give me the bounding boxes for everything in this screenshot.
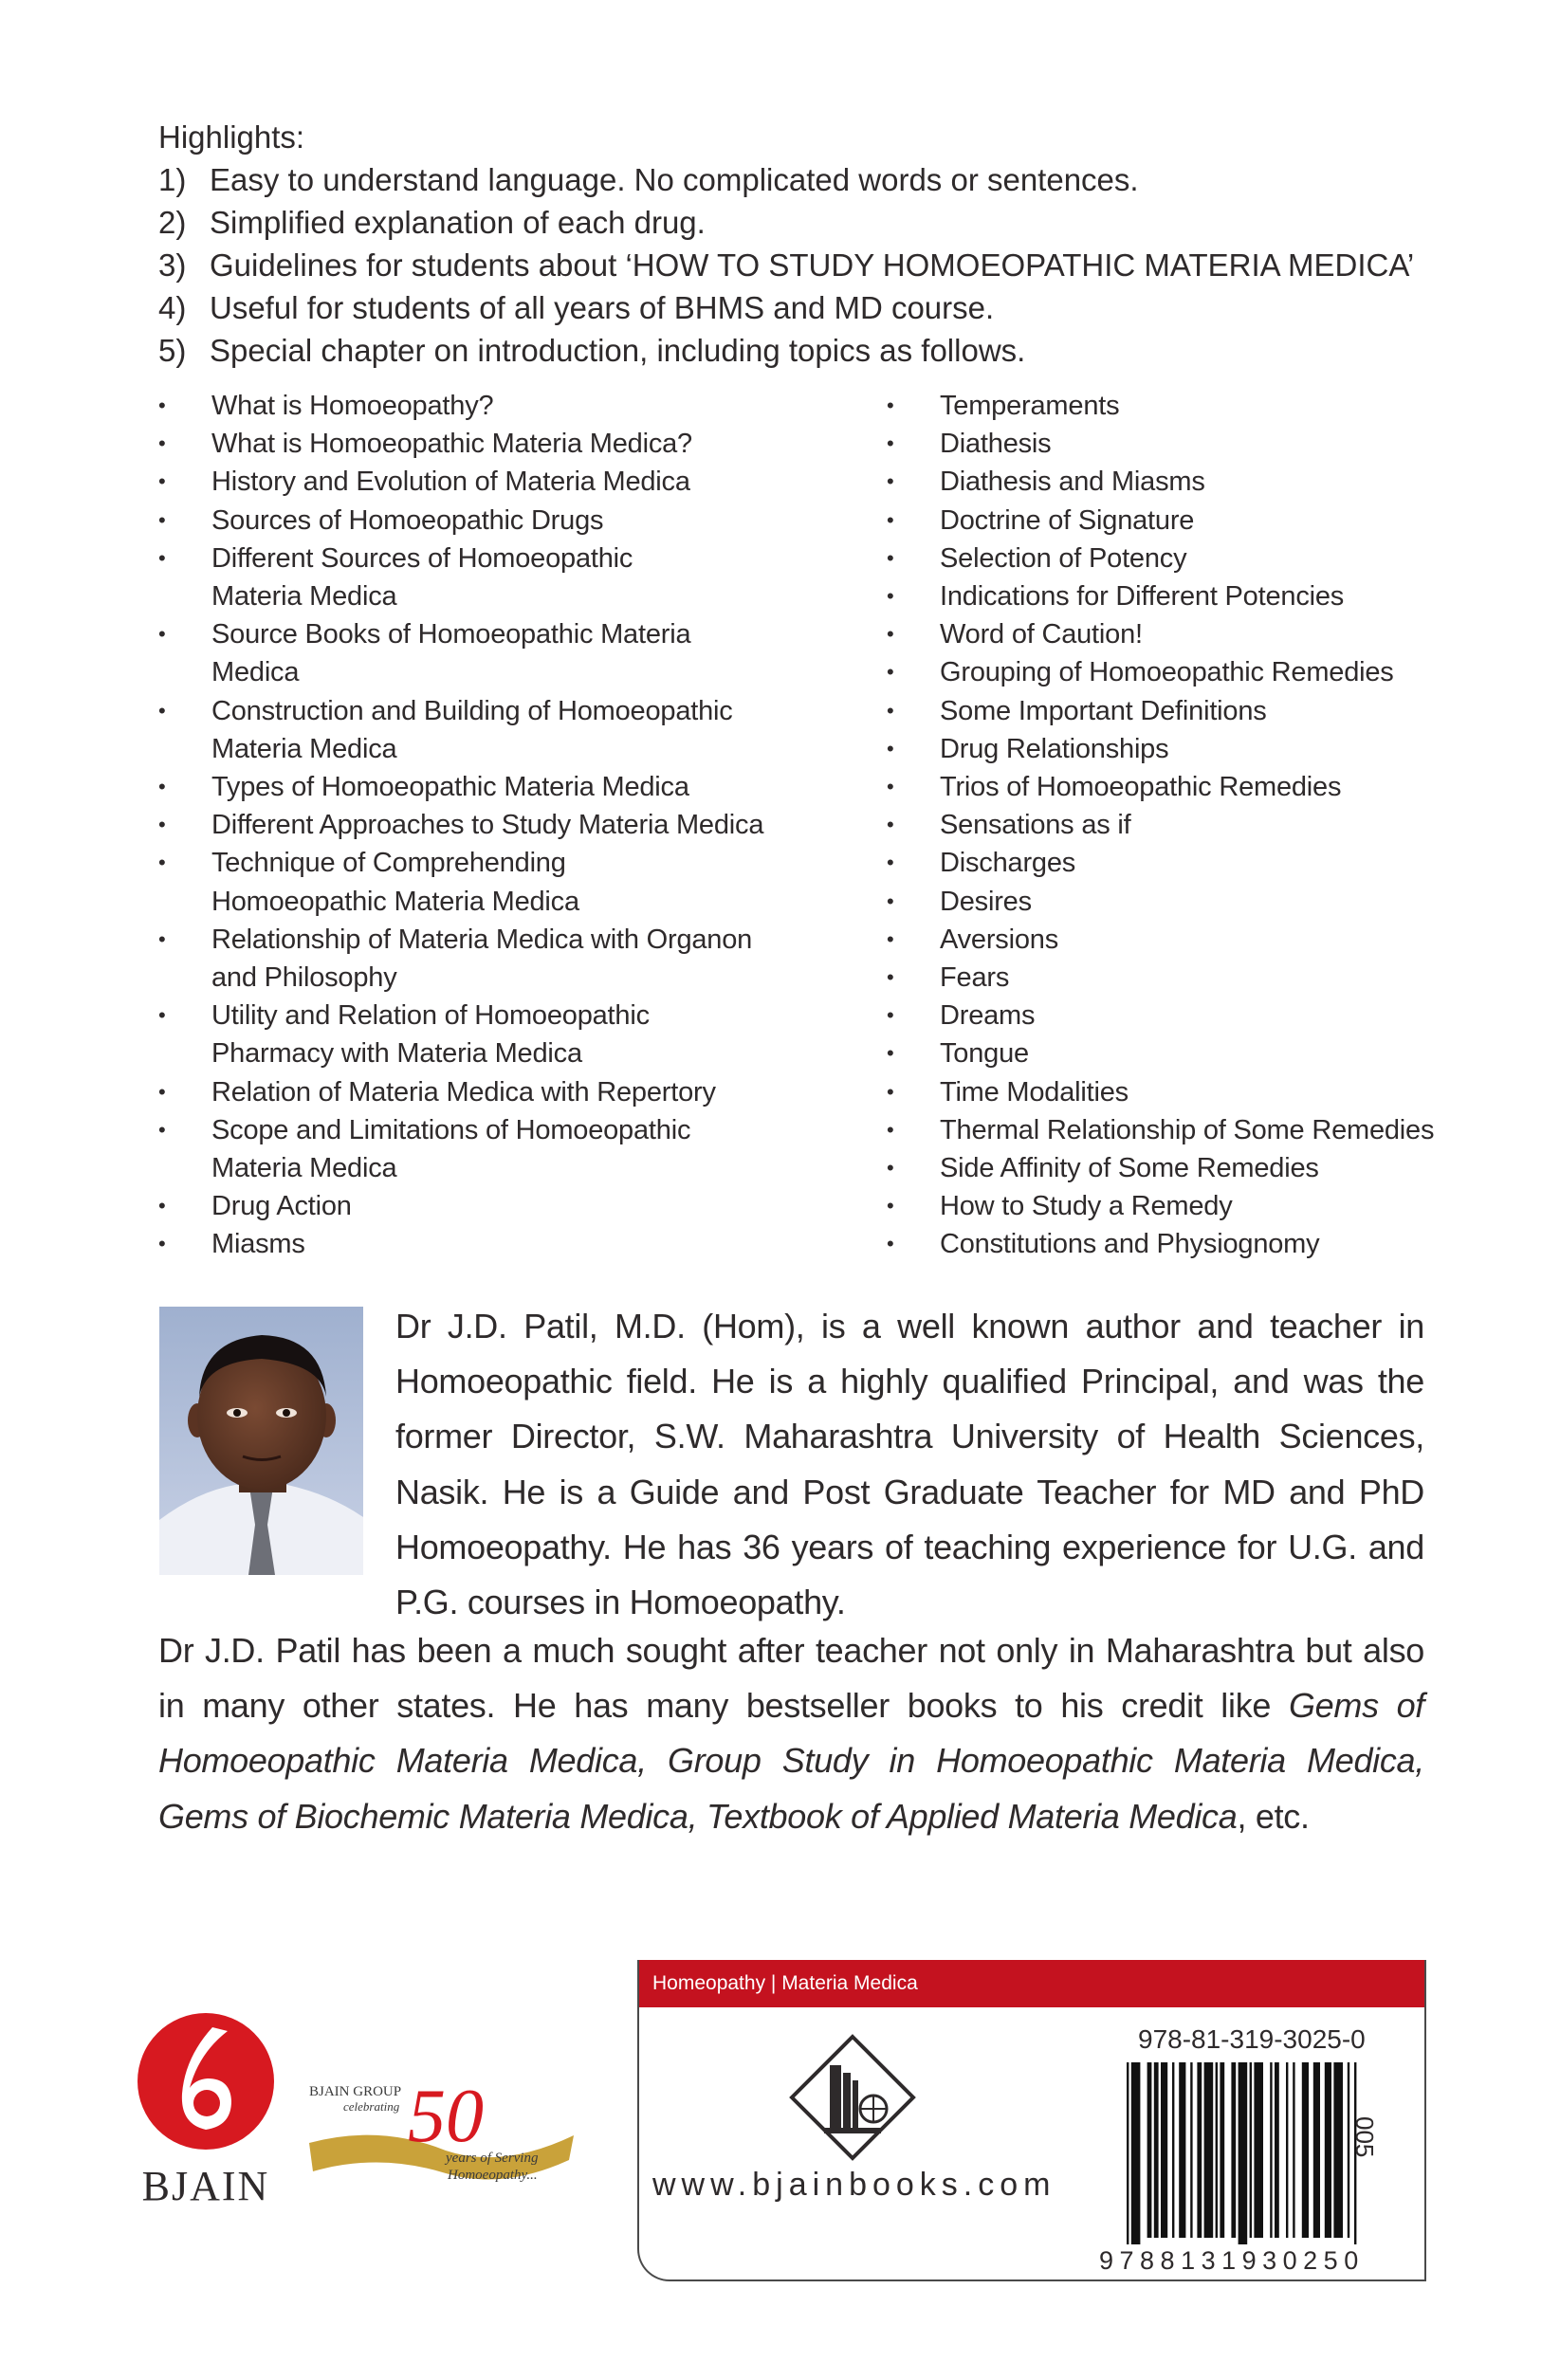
book-title-separator: , bbox=[1415, 1741, 1424, 1781]
highlight-text: Easy to understand language. No complicated words or sentences. bbox=[210, 162, 1139, 197]
barcode-bar bbox=[1220, 2062, 1224, 2238]
highlight-item bbox=[158, 244, 1429, 286]
topic-item: • Thermal Relationship of Some Remedies bbox=[887, 1111, 1456, 1149]
topic-item: • Drug Relationships bbox=[887, 730, 1456, 768]
bjain-logo-wordmark: BJAIN bbox=[141, 2163, 270, 2209]
barcode-bar bbox=[1131, 2062, 1141, 2244]
topic-item: • Selection of Potency bbox=[887, 540, 1456, 577]
highlight-number: 3) bbox=[158, 247, 187, 283]
group-label: BJAIN GROUP bbox=[309, 2084, 402, 2099]
author-bio-paragraph-1: Dr J.D. Patil, M.D. (Hom), is a well known author and teacher in Homoeopathic field. He is a highly qualified Principal, and was the former Director, S.W. Maharashtra University of Health Sciences, Nasik. He is a Guide and Post Graduate Teacher for MD and PhD Homoeopathy. He has 36 years of teaching experience for U.G. and P.G. courses in Homoeopathy. bbox=[395, 1307, 1424, 1622]
topic-item: • Side Affinity of Some Remedies bbox=[887, 1149, 1456, 1187]
highlights-title: Highlights: bbox=[158, 119, 305, 155]
fifty-years-badge bbox=[303, 2067, 578, 2186]
book-title: Textbook of Applied Materia Medica bbox=[707, 1796, 1238, 1836]
topic-item: • Temperaments bbox=[887, 387, 1456, 425]
back-cover-barcode-box bbox=[637, 1960, 1426, 2281]
topic-item: • Technique of Comprehending Homoeopathic Materia Medica bbox=[158, 844, 743, 920]
topic-item: • How to Study a Remedy bbox=[887, 1187, 1456, 1225]
highlight-text: Useful for students of all years of BHMS and MD course. bbox=[210, 290, 995, 325]
barcode-bar bbox=[1333, 2062, 1343, 2238]
barcode-bar bbox=[1179, 2062, 1185, 2238]
barcode-bar bbox=[1293, 2062, 1294, 2238]
highlight-number: 2) bbox=[158, 205, 187, 240]
barcode-bar bbox=[1239, 2062, 1248, 2244]
barcode-bar bbox=[1127, 2062, 1129, 2244]
topic-item: • Drug Action bbox=[158, 1187, 765, 1225]
highlight-item bbox=[158, 201, 1429, 244]
highlight-number: 1) bbox=[158, 162, 187, 197]
barcode-bar bbox=[1254, 2062, 1263, 2238]
barcode-bar bbox=[1216, 2062, 1218, 2238]
book-title-separator: , bbox=[637, 1741, 669, 1781]
highlight-text: Special chapter on introduction, including topics as follows. bbox=[210, 333, 1026, 368]
barcode-bar bbox=[1250, 2062, 1252, 2238]
fifty-number: 50 bbox=[408, 2075, 484, 2158]
topic-item: • What is Homoeopathic Materia Medica? bbox=[158, 425, 765, 463]
barcode-bar bbox=[1204, 2062, 1214, 2238]
author-photo bbox=[159, 1307, 363, 1575]
topic-item: • Source Books of Homoeopathic Materia Medica bbox=[158, 615, 705, 691]
publisher-mark-icon bbox=[786, 2031, 919, 2164]
highlight-number: 4) bbox=[158, 290, 187, 325]
highlight-item bbox=[158, 286, 1429, 329]
highlight-item bbox=[158, 158, 1429, 201]
highlight-text: Guidelines for students about ‘HOW TO STUDY HOMOEOPATHIC MATERIA MEDICA’ bbox=[210, 247, 1415, 283]
isbn-barcode bbox=[1123, 2062, 1369, 2252]
highlight-item bbox=[158, 329, 1429, 372]
topic-item: • Fears bbox=[887, 959, 1456, 997]
topics-left-column bbox=[158, 387, 765, 1264]
topic-item: • Types of Homoeopathic Materia Medica bbox=[158, 768, 765, 806]
topic-item: • Grouping of Homoeopathic Remedies bbox=[887, 653, 1456, 691]
topic-item: • Dreams bbox=[887, 997, 1456, 1034]
topic-item: • Relation of Materia Medica with Repertory bbox=[158, 1073, 765, 1111]
author-bio-text: Dr J.D. Patil has been a much sought after teacher not only in Maharashtra but also in many other states. He has many bestseller books to his credit like bbox=[158, 1631, 1424, 1726]
celebrating-label: celebrating bbox=[343, 2099, 400, 2114]
topic-item: • Tongue bbox=[887, 1034, 1456, 1072]
topics-right-column bbox=[887, 387, 1456, 1264]
highlight-number: 5) bbox=[158, 333, 187, 368]
topic-item: • History and Evolution of Materia Medica bbox=[158, 463, 765, 501]
book-title: Group Study in Homoeopathic Materia Medica bbox=[668, 1741, 1416, 1781]
isbn-number: 978-81-319-3025-0 bbox=[1138, 2024, 1366, 2054]
author-bio-paragraph-2 bbox=[158, 1623, 1424, 1844]
topic-item: • Different Approaches to Study Materia Medica bbox=[158, 806, 765, 844]
barcode-bar bbox=[1161, 2062, 1167, 2238]
book-title: Gems of Homoeopathic Materia Medica bbox=[158, 1686, 1425, 1781]
topic-item: • Discharges bbox=[887, 844, 1456, 882]
price-code: 005 bbox=[1350, 2116, 1379, 2158]
publisher-website: www.bjainbooks.com bbox=[652, 2167, 1056, 2203]
topic-item: • What is Homoeopathy? bbox=[158, 387, 765, 425]
topic-item: • Desires bbox=[887, 883, 1456, 921]
topic-item: • Miasms bbox=[158, 1225, 765, 1263]
barcode-digits: 9788131930250 bbox=[1099, 2246, 1365, 2275]
barcode-bar bbox=[1172, 2062, 1174, 2238]
topic-item: • Different Sources of Homoeopathic Materia Medica bbox=[158, 540, 728, 615]
topic-item: • Constitutions and Physiognomy bbox=[887, 1225, 1456, 1263]
barcode-bar bbox=[1270, 2062, 1272, 2238]
barcode-bar bbox=[1197, 2062, 1202, 2238]
tagline-line-2: Homoeopathy... bbox=[448, 2168, 538, 2183]
barcode-bar bbox=[1275, 2062, 1279, 2238]
topic-item: • Some Important Definitions bbox=[887, 692, 1456, 730]
barcode-bar bbox=[1190, 2062, 1192, 2238]
book-title: Gems of Biochemic Materia Medica bbox=[158, 1796, 688, 1836]
barcode-bar bbox=[1325, 2062, 1331, 2238]
barcode-bar bbox=[1154, 2062, 1159, 2238]
category-label: Homeopathy | Materia Medica bbox=[639, 1960, 1424, 2007]
highlights-section bbox=[158, 116, 1429, 372]
topic-item: • Aversions bbox=[887, 921, 1456, 959]
barcode-bar bbox=[1147, 2062, 1152, 2238]
topic-item: • Relationship of Materia Medica with Organon and Philosophy bbox=[158, 921, 757, 997]
highlight-text: Simplified explanation of each drug. bbox=[210, 205, 706, 240]
bjain-logo bbox=[133, 2010, 280, 2214]
topic-item: • Diathesis bbox=[887, 425, 1456, 463]
topic-item: • Sensations as if bbox=[887, 806, 1456, 844]
barcode-bar bbox=[1313, 2062, 1320, 2238]
barcode-bar bbox=[1286, 2062, 1288, 2238]
topic-item: • Indications for Different Potencies bbox=[887, 577, 1456, 615]
topic-item: • Doctrine of Signature bbox=[887, 502, 1456, 540]
author-bio-text: , etc. bbox=[1237, 1796, 1310, 1836]
topic-item: • Construction and Building of Homoeopathic Materia Medica bbox=[158, 692, 743, 768]
book-title-separator: , bbox=[688, 1796, 707, 1836]
highlights-list bbox=[158, 158, 1429, 372]
topic-item: • Scope and Limitations of Homoeopathic Materia Medica bbox=[158, 1111, 728, 1187]
topic-item: • Trios of Homoeopathic Remedies bbox=[887, 768, 1456, 806]
topic-item: • Utility and Relation of Homoeopathic Pharmacy with Materia Medica bbox=[158, 997, 705, 1072]
topic-item: • Time Modalities bbox=[887, 1073, 1456, 1111]
barcode-bar bbox=[1302, 2062, 1309, 2238]
barcode-bar bbox=[1231, 2062, 1236, 2238]
topic-item: • Word of Caution! bbox=[887, 615, 1456, 653]
topic-item: • Sources of Homoeopathic Drugs bbox=[158, 502, 765, 540]
topic-item: • Diathesis and Miasms bbox=[887, 463, 1456, 501]
tagline-line-1: years of Serving bbox=[446, 2151, 539, 2166]
